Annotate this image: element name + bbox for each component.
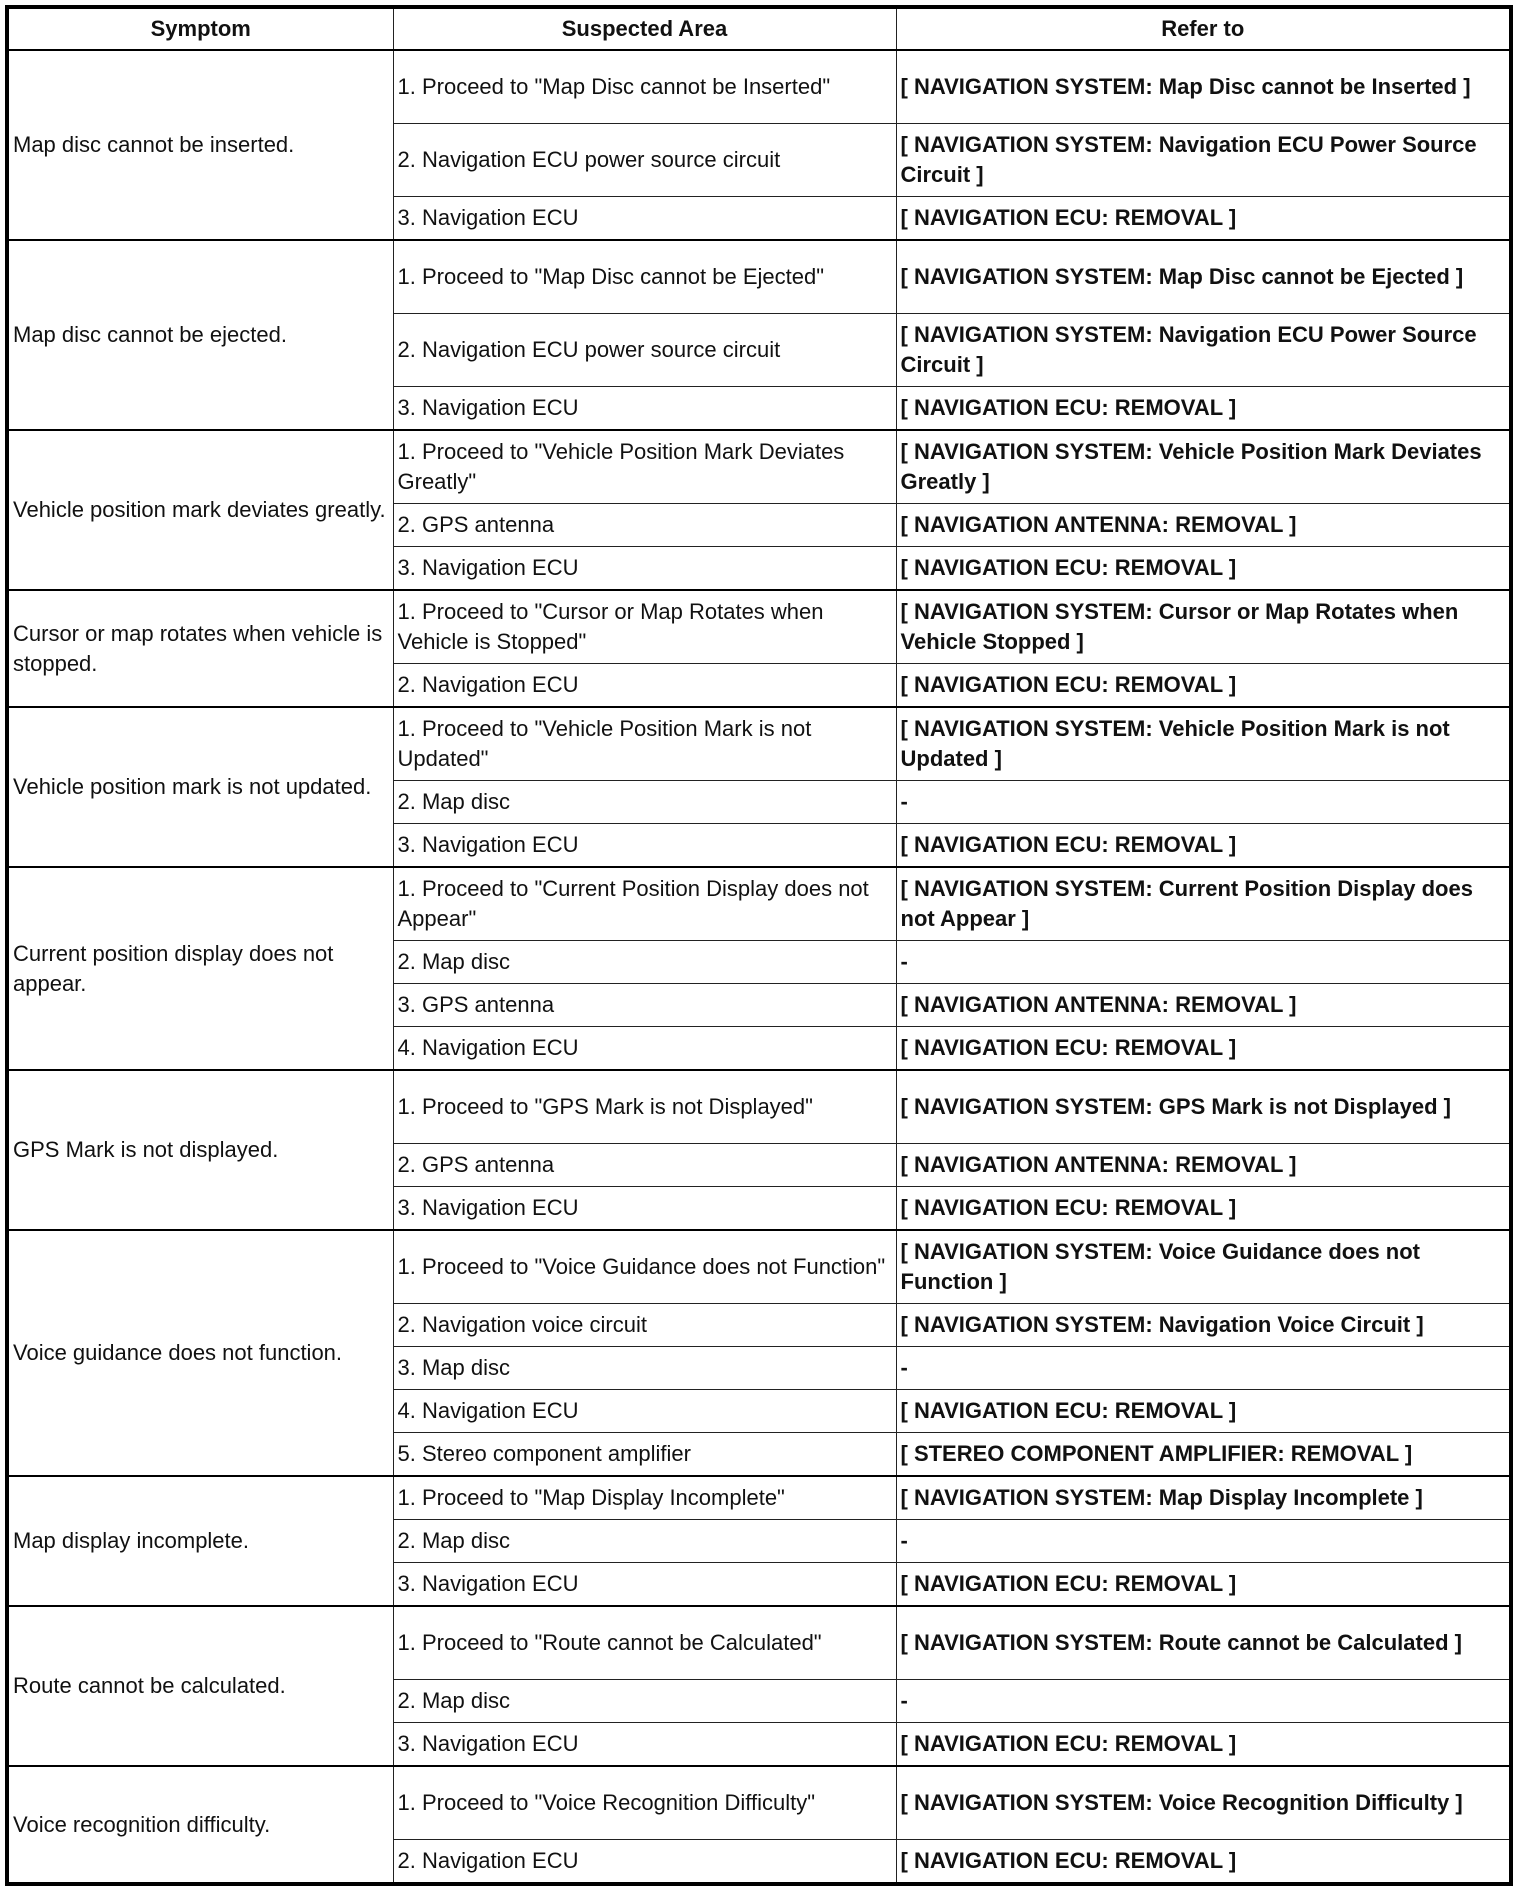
table-row [7,1476,1511,1520]
symptom-cell: Vehicle position mark is not updated. [7,707,393,867]
header-refer-to: Refer to [896,7,1511,50]
refer-to-cell: [ NAVIGATION ECU: REMOVAL ] [896,387,1511,431]
suspected-area-cell: 2. GPS antenna [393,1144,896,1187]
suspected-area-cell: 2. Navigation ECU power source circuit [393,314,896,387]
symptom-cell: Current position display does not appear. [7,867,393,1070]
suspected-area-cell: 1. Proceed to "Route cannot be Calculated" [393,1606,896,1680]
suspected-area-cell: 2. Map disc [393,1520,896,1563]
suspected-area-cell: 2. Map disc [393,941,896,984]
refer-to-cell: [ NAVIGATION ANTENNA: REMOVAL ] [896,1144,1511,1187]
table-row [7,707,1511,781]
suspected-area-cell: 1. Proceed to "Vehicle Position Mark Deviates Greatly" [393,430,896,504]
suspected-area-cell: 2. Map disc [393,1680,896,1723]
symptom-cell: Map disc cannot be ejected. [7,240,393,430]
refer-to-cell: [ NAVIGATION SYSTEM: Voice Guidance does not Function ] [896,1230,1511,1304]
suspected-area-cell: 2. Map disc [393,781,896,824]
suspected-area-cell: 5. Stereo component amplifier [393,1433,896,1477]
table-row [7,1230,1511,1304]
refer-to-cell: [ NAVIGATION ECU: REMOVAL ] [896,1840,1511,1885]
refer-to-cell: [ NAVIGATION SYSTEM: Map Disc cannot be Inserted ] [896,50,1511,124]
troubleshooting-table [5,5,1513,1886]
refer-to-cell: [ NAVIGATION SYSTEM: Voice Recognition Difficulty ] [896,1766,1511,1840]
suspected-area-cell: 3. GPS antenna [393,984,896,1027]
refer-to-cell: [ NAVIGATION ECU: REMOVAL ] [896,664,1511,708]
refer-to-cell: [ NAVIGATION ECU: REMOVAL ] [896,824,1511,868]
suspected-area-cell: 1. Proceed to "Current Position Display does not Appear" [393,867,896,941]
refer-to-cell: [ STEREO COMPONENT AMPLIFIER: REMOVAL ] [896,1433,1511,1477]
table-row [7,240,1511,314]
refer-to-cell: [ NAVIGATION ECU: REMOVAL ] [896,1723,1511,1767]
refer-to-cell: - [896,1347,1511,1390]
refer-to-cell: [ NAVIGATION SYSTEM: Cursor or Map Rotates when Vehicle Stopped ] [896,590,1511,664]
suspected-area-cell: 1. Proceed to "Voice Recognition Difficulty" [393,1766,896,1840]
table-row [7,590,1511,664]
header-suspected-area: Suspected Area [393,7,896,50]
refer-to-cell: [ NAVIGATION ECU: REMOVAL ] [896,1390,1511,1433]
refer-to-cell: [ NAVIGATION ECU: REMOVAL ] [896,547,1511,591]
suspected-area-cell: 3. Map disc [393,1347,896,1390]
suspected-area-cell: 2. Navigation ECU [393,1840,896,1885]
suspected-area-cell: 2. Navigation ECU power source circuit [393,124,896,197]
refer-to-cell: [ NAVIGATION ECU: REMOVAL ] [896,1027,1511,1071]
symptom-cell: Cursor or map rotates when vehicle is stopped. [7,590,393,707]
refer-to-cell: [ NAVIGATION SYSTEM: Route cannot be Calculated ] [896,1606,1511,1680]
refer-to-cell: [ NAVIGATION ANTENNA: REMOVAL ] [896,984,1511,1027]
suspected-area-cell: 2. GPS antenna [393,504,896,547]
symptom-cell: Vehicle position mark deviates greatly. [7,430,393,590]
table-row [7,867,1511,941]
header-row [7,7,1511,50]
suspected-area-cell: 1. Proceed to "Cursor or Map Rotates when Vehicle is Stopped" [393,590,896,664]
table-row [7,50,1511,124]
symptom-cell: Map disc cannot be inserted. [7,50,393,240]
header-symptom: Symptom [7,7,393,50]
table-row [7,430,1511,504]
refer-to-cell: - [896,781,1511,824]
suspected-area-cell: 4. Navigation ECU [393,1027,896,1071]
suspected-area-cell: 1. Proceed to "Map Disc cannot be Inserted" [393,50,896,124]
refer-to-cell: - [896,1680,1511,1723]
refer-to-cell: [ NAVIGATION ECU: REMOVAL ] [896,1187,1511,1231]
refer-to-cell: - [896,1520,1511,1563]
refer-to-cell: [ NAVIGATION SYSTEM: GPS Mark is not Displayed ] [896,1070,1511,1144]
refer-to-cell: [ NAVIGATION ECU: REMOVAL ] [896,197,1511,241]
suspected-area-cell: 3. Navigation ECU [393,1187,896,1231]
symptom-cell: Voice recognition difficulty. [7,1766,393,1884]
suspected-area-cell: 1. Proceed to "Voice Guidance does not Function" [393,1230,896,1304]
suspected-area-cell: 1. Proceed to "Map Disc cannot be Ejected" [393,240,896,314]
table-row [7,1606,1511,1680]
refer-to-cell: [ NAVIGATION SYSTEM: Vehicle Position Mark Deviates Greatly ] [896,430,1511,504]
suspected-area-cell: 1. Proceed to "GPS Mark is not Displayed" [393,1070,896,1144]
refer-to-cell: [ NAVIGATION SYSTEM: Navigation ECU Power Source Circuit ] [896,314,1511,387]
symptom-cell: GPS Mark is not displayed. [7,1070,393,1230]
table-row [7,1766,1511,1840]
refer-to-cell: [ NAVIGATION SYSTEM: Current Position Display does not Appear ] [896,867,1511,941]
suspected-area-cell: 2. Navigation voice circuit [393,1304,896,1347]
suspected-area-cell: 3. Navigation ECU [393,1723,896,1767]
suspected-area-cell: 3. Navigation ECU [393,824,896,868]
suspected-area-cell: 3. Navigation ECU [393,197,896,241]
suspected-area-cell: 1. Proceed to "Vehicle Position Mark is not Updated" [393,707,896,781]
suspected-area-cell: 3. Navigation ECU [393,1563,896,1607]
refer-to-cell: [ NAVIGATION SYSTEM: Map Disc cannot be Ejected ] [896,240,1511,314]
symptom-cell: Voice guidance does not function. [7,1230,393,1476]
refer-to-cell: - [896,941,1511,984]
refer-to-cell: [ NAVIGATION ECU: REMOVAL ] [896,1563,1511,1607]
refer-to-cell: [ NAVIGATION ANTENNA: REMOVAL ] [896,504,1511,547]
symptom-cell: Map display incomplete. [7,1476,393,1606]
refer-to-cell: [ NAVIGATION SYSTEM: Map Display Incomplete ] [896,1476,1511,1520]
table-body [7,50,1511,1884]
refer-to-cell: [ NAVIGATION SYSTEM: Navigation Voice Circuit ] [896,1304,1511,1347]
suspected-area-cell: 3. Navigation ECU [393,387,896,431]
refer-to-cell: [ NAVIGATION SYSTEM: Navigation ECU Power Source Circuit ] [896,124,1511,197]
suspected-area-cell: 4. Navigation ECU [393,1390,896,1433]
symptom-cell: Route cannot be calculated. [7,1606,393,1766]
refer-to-cell: [ NAVIGATION SYSTEM: Vehicle Position Mark is not Updated ] [896,707,1511,781]
suspected-area-cell: 1. Proceed to "Map Display Incomplete" [393,1476,896,1520]
suspected-area-cell: 3. Navigation ECU [393,547,896,591]
suspected-area-cell: 2. Navigation ECU [393,664,896,708]
table-row [7,1070,1511,1144]
